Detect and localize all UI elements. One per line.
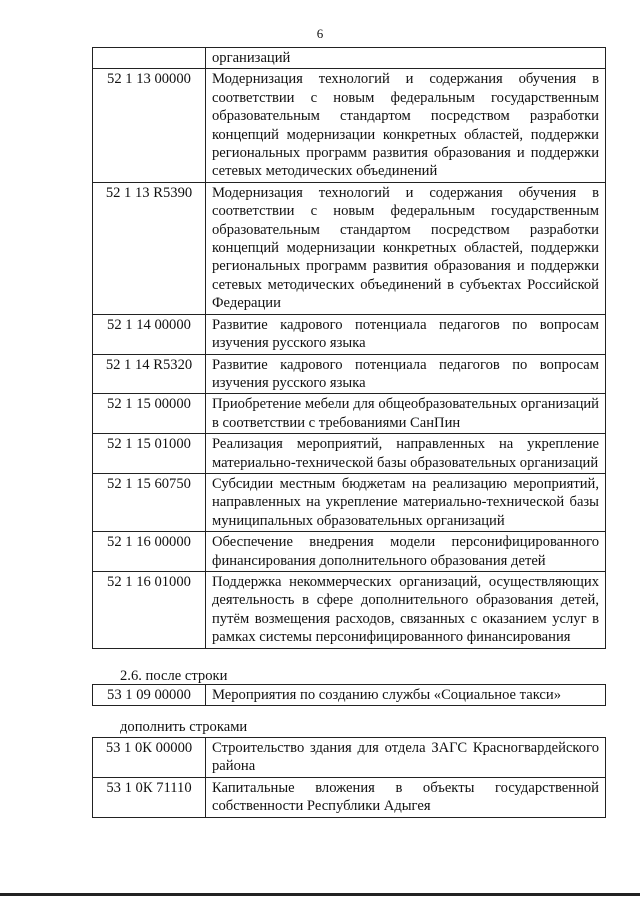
budget-codes-table bbox=[92, 47, 606, 649]
table-row bbox=[93, 777, 606, 817]
table-row bbox=[93, 314, 606, 354]
description-cell: Строительство здания для отдела ЗАГС Красногвардейского района bbox=[206, 738, 606, 778]
page-number: 6 bbox=[316, 26, 324, 41]
table-row bbox=[93, 434, 606, 474]
description-cell: Поддержка некоммерческих организаций, осуществляющих деятельность в сфере дополнительного образования детей, путём возмещения расходов, связанных с оказанием услуг в рамках системы персонифицированного финансирования bbox=[206, 571, 606, 648]
table-row bbox=[93, 48, 606, 69]
table-row bbox=[93, 69, 606, 182]
code-cell: 53 1 09 00000 bbox=[93, 685, 206, 706]
description-cell: Субсидии местным бюджетам на реализацию мероприятий, направленных на укрепление материально-технической базы муниципальных образовательных организаций bbox=[206, 473, 606, 531]
reference-row-table bbox=[92, 684, 606, 706]
code-cell: 52 1 13 R5390 bbox=[93, 182, 206, 314]
code-cell: 52 1 16 01000 bbox=[93, 571, 206, 648]
code-cell: 52 1 16 00000 bbox=[93, 532, 206, 572]
table-row bbox=[93, 394, 606, 434]
code-cell bbox=[93, 48, 206, 69]
table-row bbox=[93, 473, 606, 531]
table-row bbox=[93, 532, 606, 572]
code-cell: 52 1 14 00000 bbox=[93, 314, 206, 354]
table-row bbox=[93, 685, 606, 706]
code-cell: 52 1 15 00000 bbox=[93, 394, 206, 434]
after-row-caption: 2.6. после строки bbox=[120, 668, 228, 684]
description-cell: Развитие кадрового потенциала педагогов по вопросам изучения русского языка bbox=[206, 354, 606, 394]
added-rows-table bbox=[92, 737, 606, 818]
code-cell: 52 1 15 01000 bbox=[93, 434, 206, 474]
table-row bbox=[93, 182, 606, 314]
code-cell: 52 1 15 60750 bbox=[93, 473, 206, 531]
table-row bbox=[93, 354, 606, 394]
code-cell: 52 1 13 00000 bbox=[93, 69, 206, 182]
description-cell: Развитие кадрового потенциала педагогов по вопросам изучения русского языка bbox=[206, 314, 606, 354]
description-cell: Обеспечение внедрения модели персонифицированного финансирования дополнительного образования детей bbox=[206, 532, 606, 572]
description-cell: Капитальные вложения в объекты государственной собственности Республики Адыгея bbox=[206, 777, 606, 817]
description-cell: Мероприятия по созданию службы «Социальное такси» bbox=[206, 685, 606, 706]
scan-bottom-edge bbox=[0, 893, 640, 896]
add-rows-caption: дополнить строками bbox=[120, 719, 248, 735]
description-cell: Модернизация технологий и содержания обучения в соответствии с новым федеральным государственным образовательным стандартом посредством разработки концепций модернизации конкретных областей, поддержки региональных программ развития образования и поддержки сетевых методических объединений в субъектах Российской Федерации bbox=[206, 182, 606, 314]
description-cell: Реализация мероприятий, направленных на укрепление материально-технической базы образовательных организаций bbox=[206, 434, 606, 474]
table-row bbox=[93, 738, 606, 778]
code-cell: 53 1 0К 71110 bbox=[93, 777, 206, 817]
code-cell: 53 1 0К 00000 bbox=[93, 738, 206, 778]
description-cell: организаций bbox=[206, 48, 606, 69]
code-cell: 52 1 14 R5320 bbox=[93, 354, 206, 394]
description-cell: Приобретение мебели для общеобразовательных организаций в соответствии с требованиями СанПин bbox=[206, 394, 606, 434]
table-row bbox=[93, 571, 606, 648]
description-cell: Модернизация технологий и содержания обучения в соответствии с новым федеральным государственным образовательным стандартом посредством разработки концепций модернизации конкретных областей, поддержки региональных программ развития образования и поддержки сетевых методических объединений bbox=[206, 69, 606, 182]
